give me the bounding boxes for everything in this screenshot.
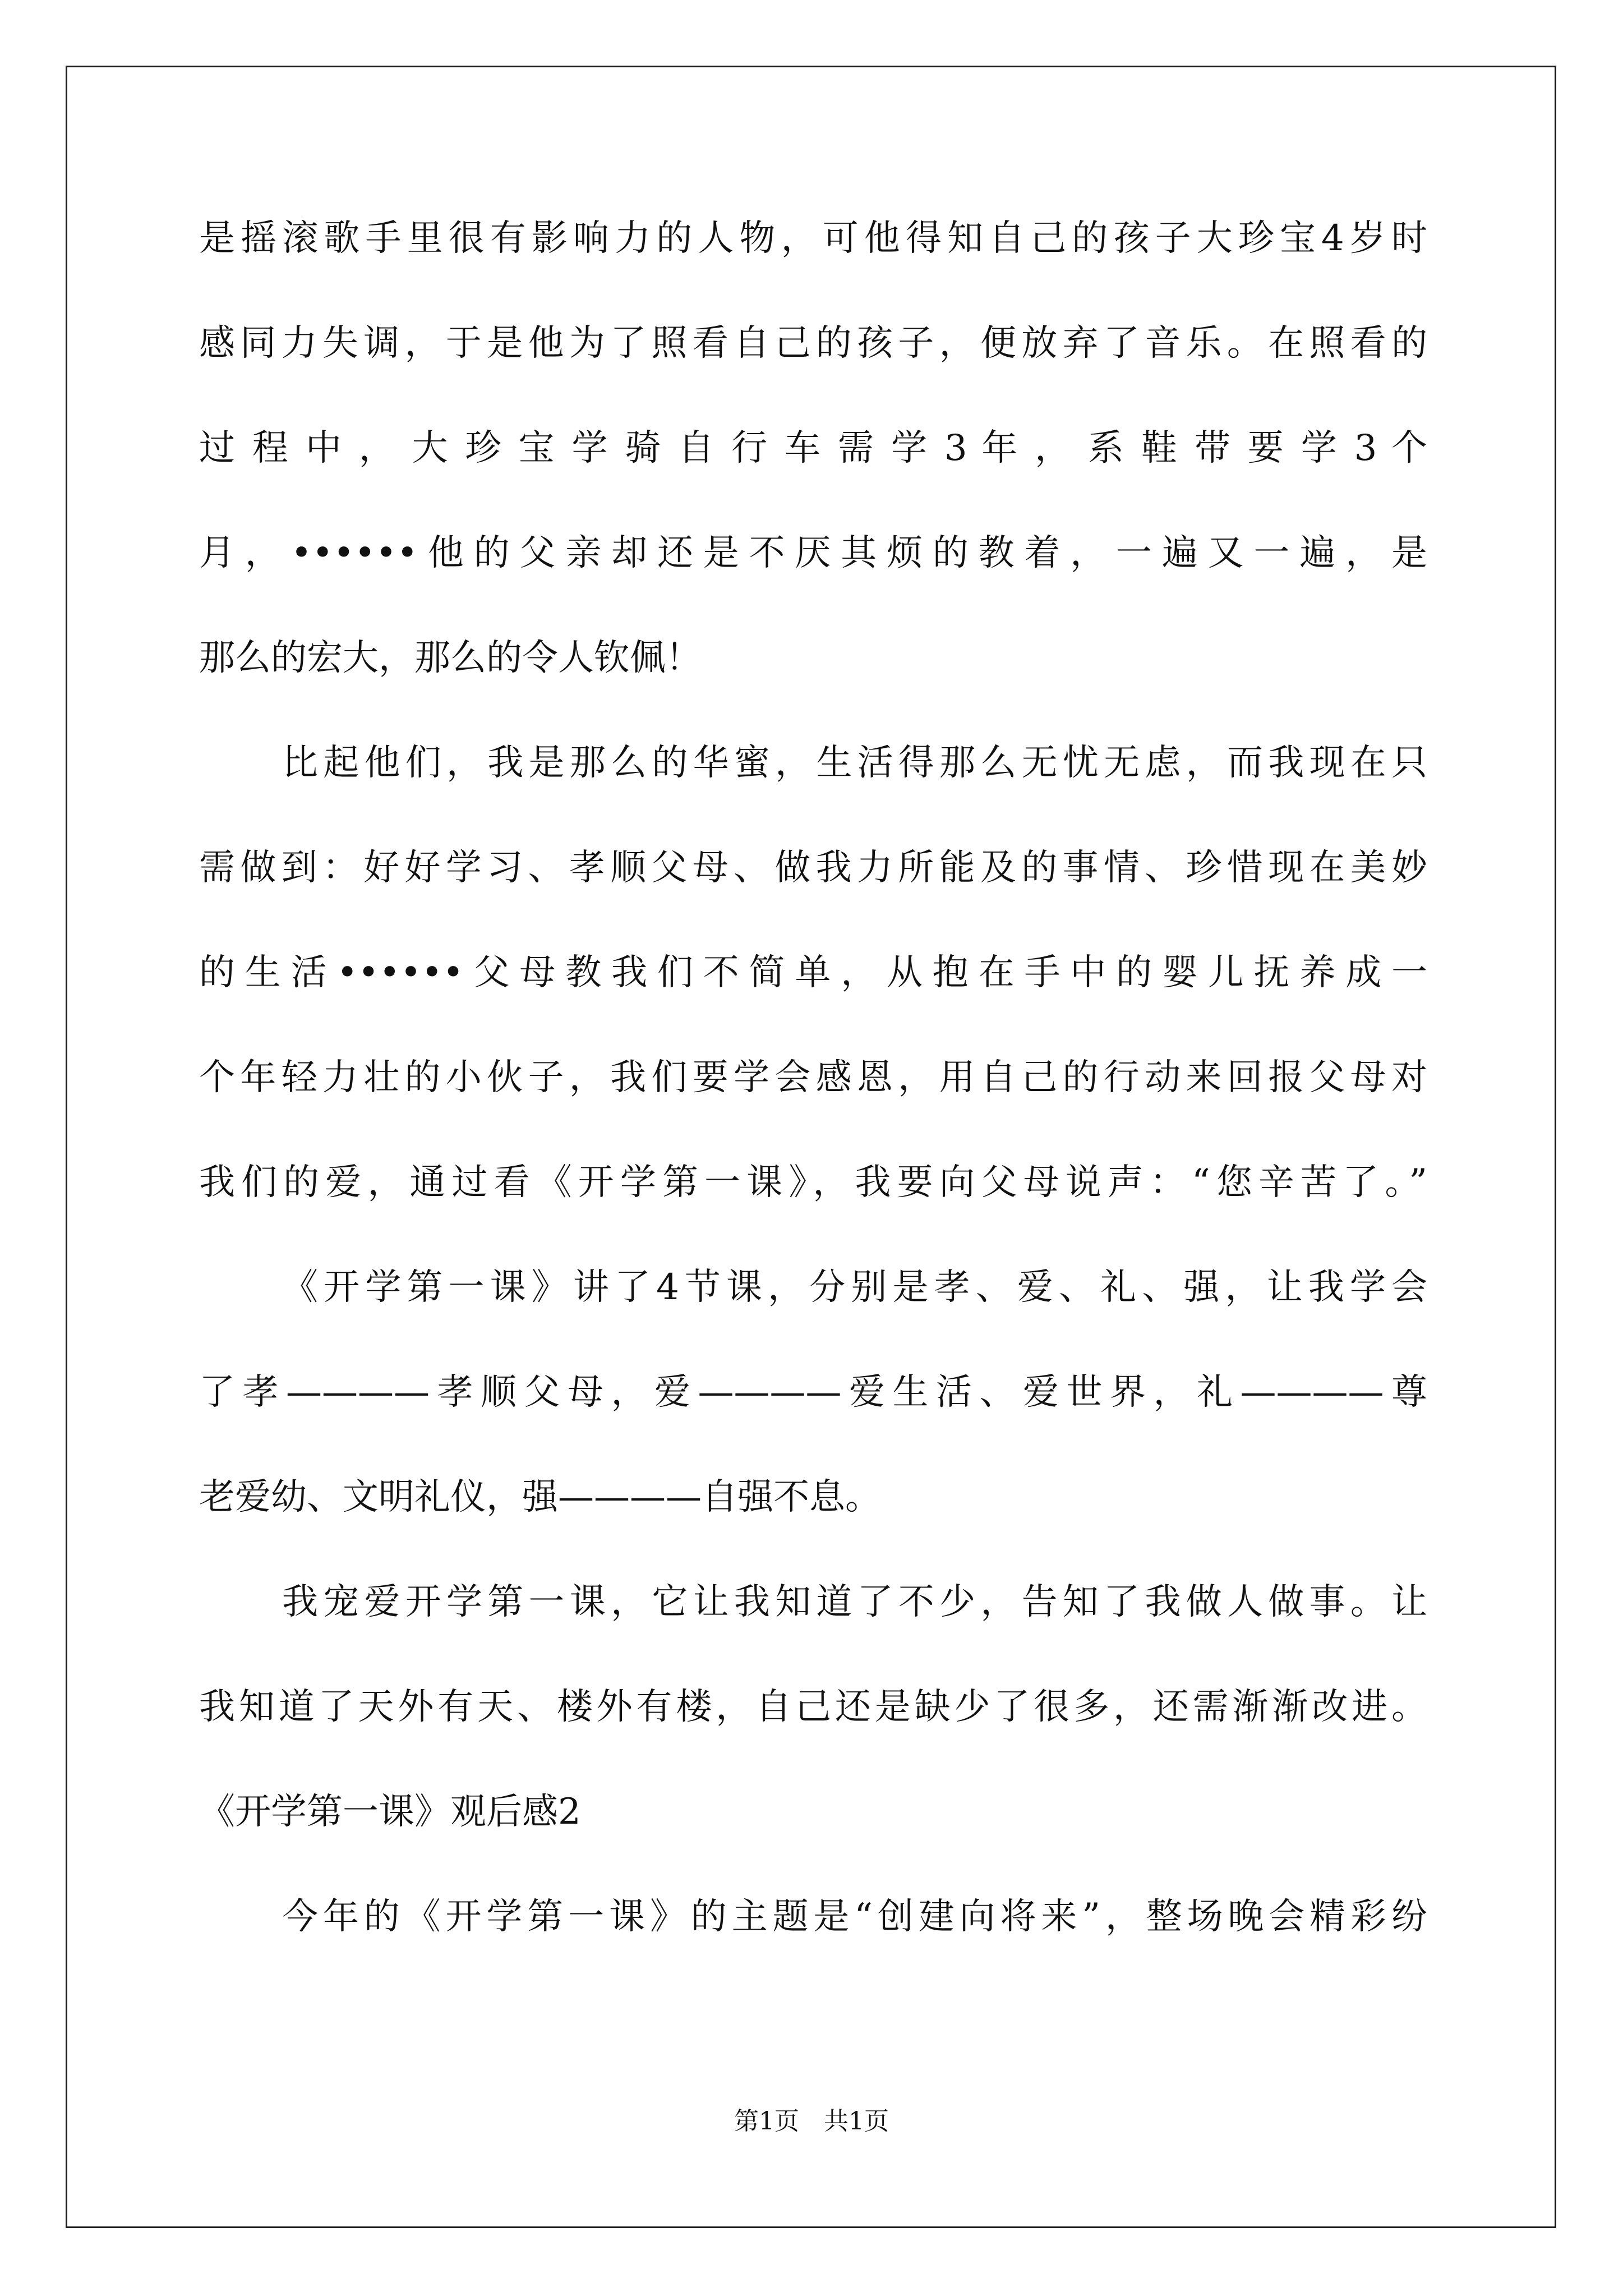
text-line-2: 感同力失调，于是他为了照看自己的孩子，便放弃了音乐。在照看的 (199, 323, 1427, 364)
text-line-12: 了孝————孝顺父母，爱————爱生活、爱世界，礼————尊 (199, 1372, 1427, 1413)
section-heading: 《开学第一课》观后感2 (199, 1791, 581, 1833)
text-line-14: 我宠爱开学第一课，它让我知道了不少，告知了我做人做事。让 (282, 1581, 1427, 1623)
text-line-1: 是摇滚歌手里很有影响力的人物，可他得知自己的孩子大珍宝4岁时 (199, 218, 1427, 259)
text-line-10: 我们的爱，通过看《开学第一课》，我要向父母说声：“您辛苦了。” (199, 1162, 1427, 1203)
text-line-8: 的生活••••••父母教我们不简单，从抱在手中的婴儿抚养成一 (199, 952, 1427, 993)
text-line-17: 今年的《开学第一课》的主题是“创建向将来”，整场晚会精彩纷 (282, 1896, 1427, 1938)
text-line-3: 过 程 中 ， 大 珍 宝 学 骑 自 行 车 需 学 3 年 ， 系 鞋 带 要 学 3 个 (199, 427, 1427, 469)
text-line-4: 月，••••••他的父亲却还是不厌其烦的教着，一遍又一遍，是 (199, 532, 1427, 574)
text-line-15: 我知道了天外有天、楼外有楼，自己还是缺少了很多，还需渐渐改进。 (199, 1686, 1427, 1728)
text-line-5: 那么的宏大，那么的令人钦佩！ (199, 637, 702, 679)
text-line-11: 《开学第一课》讲了4节课，分别是孝、爱、礼、强，让我学会 (282, 1267, 1427, 1308)
page-number-footer: 第1页 共1页 (734, 2107, 889, 2136)
text-line-13: 老爱幼、文明礼仪，强————自强不息。 (199, 1476, 881, 1518)
text-line-9: 个年轻力壮的小伙子，我们要学会感恩，用自己的行动来回报父母对 (199, 1057, 1427, 1098)
text-line-7: 需做到：好好学习、孝顺父母、做我力所能及的事情、珍惜现在美妙 (199, 847, 1427, 889)
text-line-6: 比起他们，我是那么的华蜜，生活得那么无忧无虑，而我现在只 (282, 742, 1427, 784)
